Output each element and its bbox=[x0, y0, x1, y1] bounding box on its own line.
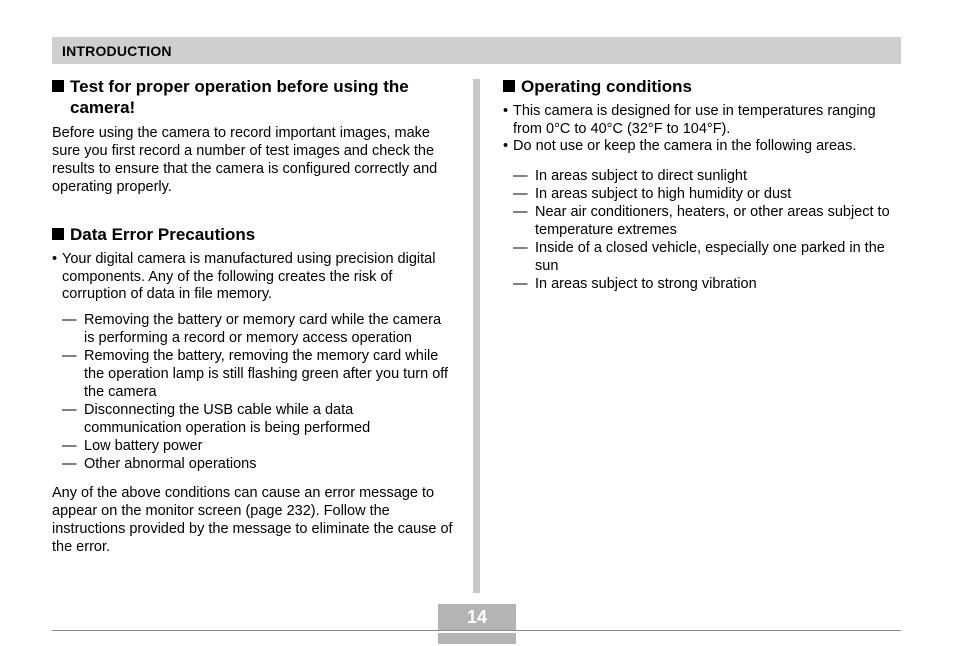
bullet-text: This camera is designed for use in temperatures ranging from 0°C to 40°C (32°F to 104°F). bbox=[513, 103, 876, 137]
dash-icon: — bbox=[513, 167, 528, 184]
bullet-dot-icon: • bbox=[503, 138, 509, 154]
cause-text: Removing the battery or memory card while the camera is performing a record or memory access operation bbox=[84, 311, 442, 346]
area-text: In areas subject to strong vibration bbox=[535, 275, 757, 292]
dash-icon: — bbox=[513, 239, 528, 256]
data-error-bullets bbox=[52, 251, 454, 304]
list-item bbox=[503, 275, 903, 293]
heading-text: Operating conditions bbox=[521, 77, 692, 96]
dash-icon: — bbox=[62, 455, 77, 472]
page-number: 14 bbox=[466, 607, 488, 627]
dash-icon: — bbox=[513, 203, 528, 220]
list-item bbox=[52, 455, 454, 473]
column-divider bbox=[473, 79, 480, 593]
list-item bbox=[52, 311, 454, 347]
heading-text: Data Error Precautions bbox=[70, 225, 256, 244]
dash-icon: — bbox=[62, 311, 77, 328]
data-error-causes bbox=[52, 311, 454, 473]
cause-text: Disconnecting the USB cable while a data communication operation is being performed bbox=[84, 401, 371, 436]
dash-icon: — bbox=[62, 437, 77, 454]
square-bullet-icon bbox=[52, 80, 64, 92]
list-item bbox=[503, 167, 903, 185]
area-text: In areas subject to direct sunlight bbox=[535, 167, 747, 184]
area-text: In areas subject to high humidity or dust bbox=[535, 185, 792, 202]
list-item bbox=[503, 203, 903, 239]
heading-operating-conditions bbox=[503, 76, 903, 97]
list-item bbox=[503, 103, 903, 138]
avoid-areas-list bbox=[503, 167, 903, 293]
cause-text: Low battery power bbox=[84, 437, 203, 454]
section-header-bar bbox=[52, 37, 901, 64]
dash-icon: — bbox=[513, 275, 528, 292]
dash-icon: — bbox=[513, 185, 528, 202]
bullet-dot-icon: • bbox=[503, 103, 509, 119]
area-text: Inside of a closed vehicle, especially one parked in the sun bbox=[535, 239, 885, 274]
list-item bbox=[503, 138, 903, 156]
right-column bbox=[503, 76, 903, 293]
heading-test-operation bbox=[52, 76, 454, 118]
dash-icon: — bbox=[62, 347, 77, 364]
page-number-box bbox=[438, 604, 516, 644]
page-tab-bottom bbox=[438, 633, 516, 644]
list-item bbox=[503, 239, 903, 275]
cause-text: Removing the battery, removing the memory card while the operation lamp is still flashing green after you turn off the camera bbox=[84, 347, 449, 400]
error-closing-paragraph: Any of the above conditions can cause an error message to appear on the monitor screen (page 232). Follow the instructions provided by the message to eliminate the cause of the error. bbox=[52, 484, 453, 555]
left-column bbox=[52, 76, 454, 556]
dash-icon: — bbox=[62, 401, 77, 418]
cause-text: Other abnormal operations bbox=[84, 455, 257, 472]
bullet-dot-icon: • bbox=[52, 251, 58, 267]
area-text: Near air conditioners, heaters, or other areas subject to temperature extremes bbox=[535, 203, 890, 238]
test-operation-paragraph: Before using the camera to record important images, make sure you first record a number of test images and check the results to ensure that the camera is configured correctly and operating properly. bbox=[52, 125, 438, 195]
list-item bbox=[52, 347, 454, 401]
list-item bbox=[52, 251, 454, 304]
list-item bbox=[503, 185, 903, 203]
square-bullet-icon bbox=[503, 80, 515, 92]
list-item bbox=[52, 437, 454, 455]
section-title: INTRODUCTION bbox=[62, 43, 172, 59]
operating-bullets bbox=[503, 103, 903, 156]
heading-text: Test for proper operation before using the camera! bbox=[70, 77, 409, 117]
list-item bbox=[52, 401, 454, 437]
bullet-text: Do not use or keep the camera in the following areas. bbox=[513, 138, 857, 154]
square-bullet-icon bbox=[52, 228, 64, 240]
heading-data-error bbox=[52, 224, 454, 245]
bullet-text: Your digital camera is manufactured using precision digital components. Any of the following creates the risk of corruption of data in file memory. bbox=[62, 251, 436, 302]
